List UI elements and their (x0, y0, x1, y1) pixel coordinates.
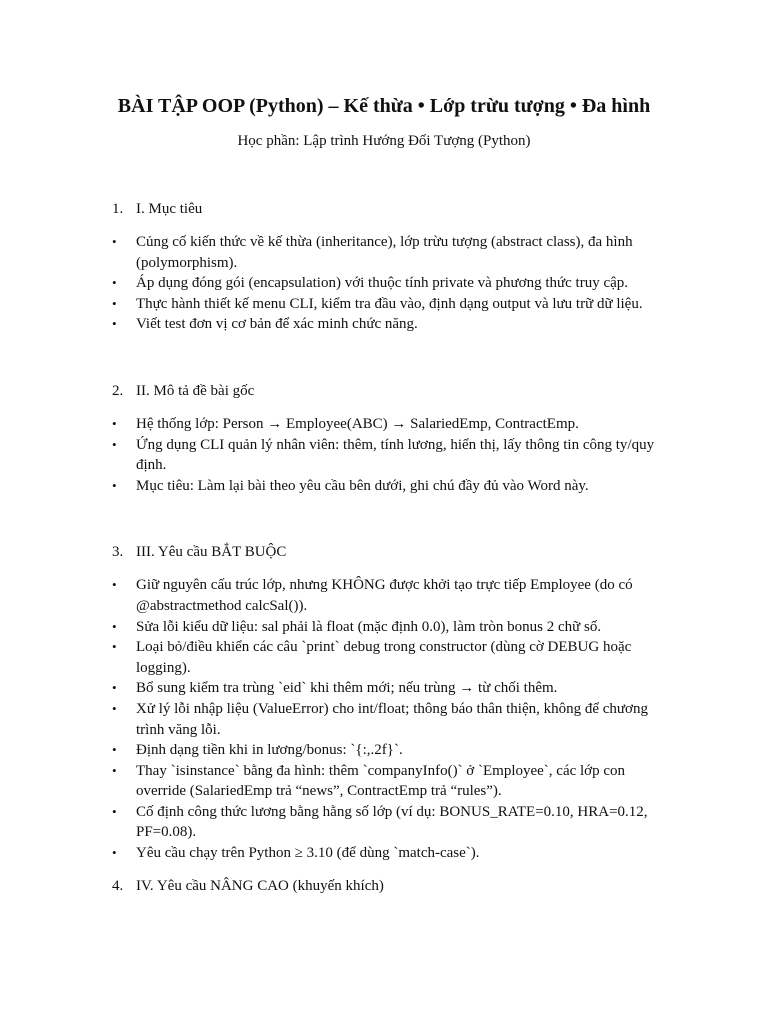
list-item (112, 575, 668, 616)
section-heading (112, 381, 668, 401)
bullet-list (112, 575, 668, 863)
list-item-text: Xử lý lỗi nhập liệu (ValueError) cho int/float; thông báo thân thiện, không để chương trình văng lỗi. (136, 700, 648, 738)
section-title: III. Yêu cầu BẮT BUỘC (136, 544, 287, 561)
list-item-text: Thay `isinstance` bằng đa hình: thêm `companyInfo()` ở `Employee`, các lớp con override (SalariedEmp trả “news”, ContractEmp trả “rules”). (136, 762, 626, 800)
list-item (112, 314, 668, 335)
list-item (112, 435, 668, 476)
list-item-text: Mục tiêu: Làm lại bài theo yêu cầu bên dưới, ghi chú đầy đủ vào Word này. (136, 477, 589, 494)
section-number: 3. (112, 544, 124, 561)
document-title: BÀI TẬP OOP (Python) – Kế thừa • Lớp trừu tượng • Đa hình (117, 95, 651, 117)
list-item (112, 414, 668, 435)
section-title: II. Mô tả đề bài gốc (136, 382, 255, 399)
bullet-icon: • (112, 845, 117, 861)
list-item-text: Áp dụng đóng gói (encapsulation) với thuộc tính private và phương thức truy cập. (136, 275, 629, 292)
bullet-icon: • (112, 639, 117, 655)
list-item-text: Yêu cầu chạy trên Python ≥ 3.10 (để dùng `match-case`). (136, 845, 480, 862)
bullet-icon: • (112, 803, 117, 819)
list-item-text: Loại bỏ/điều khiển các câu `print` debug trong constructor (dùng cờ DEBUG hoặc logging). (136, 639, 632, 676)
bullet-icon: • (112, 680, 117, 696)
list-item (112, 637, 668, 678)
list-item (112, 699, 668, 740)
bullet-list (112, 414, 668, 496)
bullet-icon: • (112, 275, 117, 291)
bullet-icon: • (112, 436, 117, 452)
section-title: I. Mục tiêu (136, 201, 203, 217)
list-item (112, 617, 668, 638)
bullet-list (112, 232, 668, 335)
list-item-text: Hệ thống lớp: Person → Employee(ABC) → SalariedEmp, ContractEmp. (136, 415, 579, 432)
section-objectives (112, 199, 668, 335)
list-item (112, 802, 668, 843)
bullet-icon: • (112, 415, 117, 431)
section-heading (112, 542, 668, 562)
bullet-icon: • (112, 234, 117, 249)
list-item-text: Cố định công thức lương bằng hằng số lớp (ví dụ: BONUS_RATE=0.10, HRA=0.12, PF=0.08). (136, 803, 648, 841)
section-title: IV. Yêu cầu NÂNG CAO (khuyến khích) (136, 877, 384, 894)
list-item (112, 761, 668, 802)
list-item (112, 294, 668, 315)
section-heading (112, 876, 668, 896)
document-subtitle: Học phần: Lập trình Hướng Đối Tượng (Python) (237, 133, 531, 149)
list-item-text: Ứng dụng CLI quản lý nhân viên: thêm, tính lương, hiển thị, lấy thông tin công ty/quy định. (136, 436, 655, 474)
list-item-text: Giữ nguyên cấu trúc lớp, nhưng KHÔNG được khởi tạo trực tiếp Employee (do có @abstractmethod calcSal()). (136, 577, 633, 614)
list-item-text: Sửa lỗi kiểu dữ liệu: sal phải là float (mặc định 0.0), làm tròn bonus 2 chữ số. (136, 618, 602, 635)
list-item-text: Bổ sung kiểm tra trùng `eid` khi thêm mới; nếu trùng → từ chối thêm. (136, 680, 558, 697)
list-item (112, 678, 668, 699)
list-item (112, 843, 668, 864)
section-original-description (112, 381, 668, 496)
list-item-text: Thực hành thiết kế menu CLI, kiểm tra đầu vào, định dạng output và lưu trữ dữ liệu. (136, 295, 643, 312)
list-item (112, 273, 668, 294)
bullet-icon: • (112, 742, 117, 758)
section-number: 4. (112, 877, 124, 894)
list-item (112, 740, 668, 761)
section-number: 1. (112, 201, 124, 217)
bullet-icon: • (112, 477, 117, 493)
bullet-icon: • (112, 700, 117, 716)
bullet-icon: • (112, 762, 117, 778)
section-mandatory-requirements (112, 542, 668, 863)
bullet-icon: • (112, 577, 117, 593)
bullet-icon: • (112, 618, 117, 634)
section-heading (112, 199, 668, 219)
section-number: 2. (112, 382, 124, 399)
list-item-text: Định dạng tiền khi in lương/bonus: `{:,.2f}`. (136, 742, 403, 759)
list-item (112, 476, 668, 497)
list-item-text: Củng cố kiến thức về kế thừa (inheritance), lớp trừu tượng (abstract class), đa hình (polymorphism). (136, 234, 633, 271)
section-advanced-requirements (112, 876, 668, 896)
list-item (112, 232, 668, 273)
list-item-text: Viết test đơn vị cơ bản để xác minh chức năng. (136, 316, 418, 333)
bullet-icon: • (112, 316, 117, 332)
bullet-icon: • (112, 295, 117, 311)
